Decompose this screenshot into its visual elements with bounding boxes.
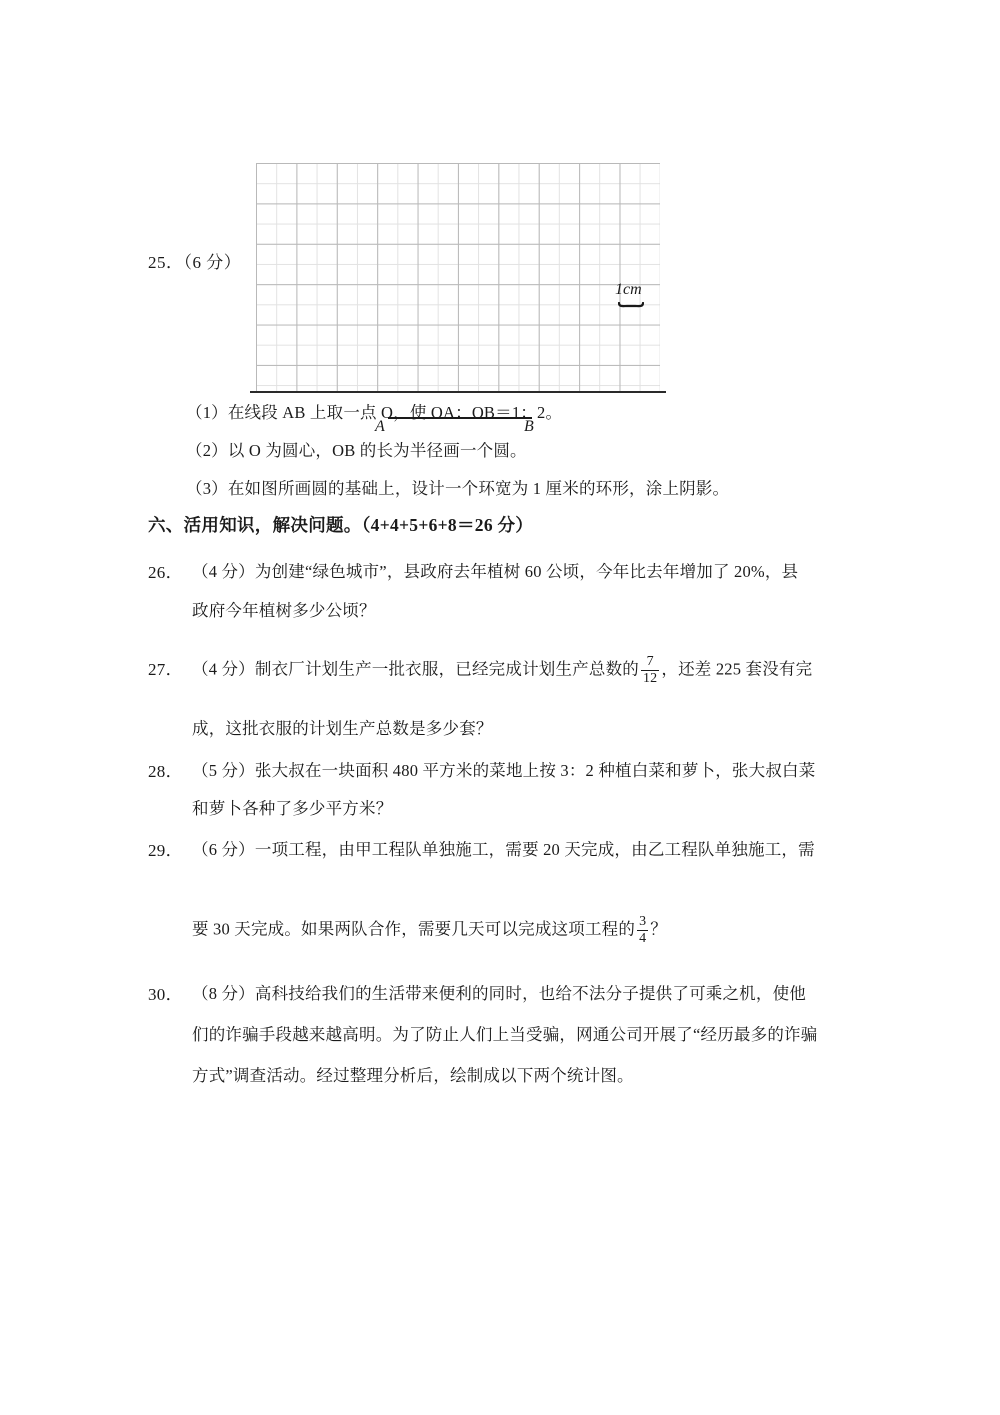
question-27-text-before-fraction: （4 分）制衣厂计划生产一批衣服，已经完成计划生产总数的 [192, 659, 639, 679]
question-28-line-1: （5 分）张大叔在一块面积 480 平方米的菜地上按 3：2 种植白菜和萝卜，张大叔白菜 [192, 761, 816, 780]
fraction-seven-twelfths [641, 655, 659, 687]
question-28-line-2: 和萝卜各种了多少平方米？ [192, 799, 393, 818]
fraction-numerator: 7 [646, 654, 654, 669]
question-25-sub-2: （2）以 O 为圆心，OB 的长为半径画一个圆。 [186, 441, 527, 460]
question-30-line-3: 方式”调查活动。经过整理分析后，绘制成以下两个统计图。 [192, 1066, 634, 1085]
question-26-line-2: 政府今年植树多少公顷？ [192, 601, 376, 620]
question-29-line-1: （6 分）一项工程，由甲工程队单独施工，需要 20 天完成，由乙工程队单独施工，需 [192, 840, 815, 859]
section-6-heading: 六、活用知识，解决问题。（4+4+5+6+8＝26 分） [148, 515, 534, 535]
point-b-label: B [524, 418, 534, 435]
question-27-line-1 [192, 655, 812, 687]
question-29-text-after-fraction: ？ [650, 919, 667, 939]
question-25-number: 25．（6 分） [148, 253, 242, 272]
fraction-denominator: 4 [639, 931, 647, 947]
question-29-line-2 [192, 915, 667, 947]
question-30-number: 30． [148, 985, 183, 1004]
grid-baseline [250, 391, 666, 393]
question-25-sub-1: （1）在线段 AB 上取一点 O，使 OA：OB＝1：2。 [186, 403, 563, 422]
question-30-line-1: （8 分）高科技给我们的生活带来便利的同时，也给不法分子提供了可乘之机，使他 [192, 984, 806, 1003]
question-27-line-2: 成，这批衣服的计划生产总数是多少套？ [192, 719, 493, 738]
question-25-sub-3: （3）在如图所画圆的基础上，设计一个环宽为 1 厘米的环形，涂上阴影。 [186, 479, 730, 498]
fraction-three-quarters [637, 915, 648, 947]
point-a-label: A [375, 418, 385, 435]
question-30-line-2: 们的诈骗手段越来越高明。为了防止人们上当受骗，网通公司开展了“经历最多的诈骗 [192, 1025, 818, 1044]
grid-figure [256, 163, 660, 391]
question-26-line-1: （4 分）为创建“绿色城市”，县政府去年植树 60 公顷，今年比去年增加了 20%，县 [192, 562, 799, 581]
question-27-number: 27． [148, 660, 183, 679]
grid-scale-label: 1cm [615, 281, 642, 298]
question-29-text-before-fraction: 要 30 天完成。如果两队合作，需要几天可以完成这项工程的 [192, 919, 636, 939]
brace-icon [618, 298, 644, 307]
fraction-denominator: 12 [642, 671, 658, 687]
question-26-number: 26． [148, 563, 183, 582]
grid-canvas [256, 163, 660, 391]
question-29-number: 29． [148, 841, 183, 860]
fraction-numerator: 3 [639, 914, 647, 929]
question-27-text-after-fraction: ，还差 225 套没有完 [661, 659, 813, 679]
question-28-number: 28． [148, 762, 183, 781]
